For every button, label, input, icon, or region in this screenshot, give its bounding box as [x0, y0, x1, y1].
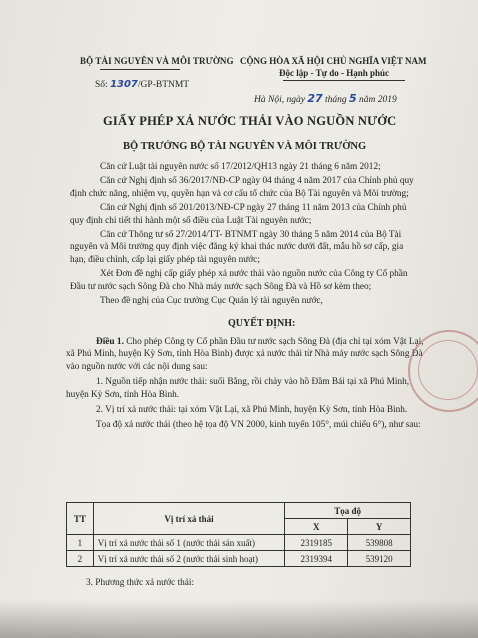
- header-tt: TT: [67, 503, 94, 535]
- item-3: 3. Phương thức xả nước thải:: [86, 578, 195, 588]
- header-location: Vị trí xả thải: [93, 503, 285, 535]
- number-suffix: /GP-BTNMT: [137, 80, 190, 90]
- preamble: [70, 161, 420, 307]
- coordinate-intro: Tọa độ xả nước thải (theo hệ tọa độ VN 2000, kinh tuyến 105°, múi chiếu 6°), như sau:: [96, 420, 421, 431]
- preamble-line: Xét Đơn đề nghị cấp giấy phép xả nước thải vào nguồn nước của Công ty Cổ phần Đầu tư nước sạch Sông Đà cho Nhà máy nước sạch Sông Đà và Hồ sơ kèm theo;: [70, 269, 408, 292]
- republic-name: CỘNG HÒA XÃ HỘI CHỦ NGHĨA VIỆT NAM: [240, 56, 427, 66]
- row-location: Vị trí xả nước thải số 2 (nước thải sinh hoạt): [93, 551, 285, 567]
- row-location: Vị trí xả nước thải số 1 (nước thải sản xuất): [93, 535, 285, 551]
- item-2: 2. Vị trí xả nước thải: tại xóm Vật Lại, xã Phú Minh, huyện Kỳ Sơn, tỉnh Hòa Bình.: [96, 405, 408, 416]
- motto-underline: [283, 80, 405, 81]
- date-year: năm 2019: [359, 95, 397, 105]
- coordinates-table: [66, 502, 411, 567]
- handwritten-day: 27: [307, 92, 323, 105]
- document-number: [95, 79, 189, 90]
- preamble-line: Theo đề nghị của Cục trưởng Cục Quản lý tài nguyên nước,: [100, 296, 323, 307]
- number-prefix: Số:: [95, 80, 108, 90]
- document-title: GIẤY PHÉP XẢ NƯỚC THẢI VÀO NGUỒN NƯỚC: [103, 114, 397, 128]
- issue-date: [254, 92, 397, 105]
- seal-inner-ring: [418, 340, 478, 400]
- preamble-line: Căn cứ Nghị định số 36/2017/NĐ-CP ngày 04 tháng 4 năm 2017 của Chính phủ quy định chức năng, nhiệm vụ, quyền hạn và cơ cấu tổ chức của Bộ Tài nguyên và Môi trường;: [70, 176, 414, 199]
- article-1: [66, 336, 426, 432]
- row-y: 539808: [348, 535, 411, 551]
- date-prefix: Hà Nội, ngày: [254, 95, 305, 105]
- row-x: 2319394: [285, 551, 348, 567]
- issuer-title: BỘ TRƯỞNG BỘ TÀI NGUYÊN VÀ MÔI TRƯỜNG: [123, 141, 367, 152]
- date-month-label: tháng: [325, 95, 347, 105]
- header-coordinates: Tọa độ: [285, 503, 411, 519]
- decision-heading: QUYẾT ĐỊNH:: [228, 318, 296, 329]
- row-x: 2319185: [285, 535, 348, 551]
- ministry-underline: [100, 69, 180, 70]
- preamble-line: Căn cứ Thông tư số 27/2014/TT- BTNMT ngày 30 tháng 5 năm 2014 của Bộ Tài nguyên và Môi trường quy định việc đăng ký khai thác nước dưới đất, mẫu hồ sơ cấp, gia hạn, điều chỉnh, cấp lại giấy phép tài nguyên nước;: [70, 230, 404, 265]
- article-1-label: Điều 1.: [96, 337, 124, 347]
- header-y: Y: [348, 519, 411, 535]
- row-tt: 2: [67, 551, 94, 567]
- ministry-name: BỘ TÀI NGUYÊN VÀ MÔI TRƯỜNG: [80, 56, 234, 66]
- handwritten-month: 5: [349, 92, 357, 105]
- table-row: [67, 535, 411, 551]
- preamble-line: Căn cứ Luật tài nguyên nước số 17/2012/QH13 ngày 21 tháng 6 năm 2012;: [100, 162, 381, 172]
- national-motto: Độc lập - Tự do - Hạnh phúc: [279, 68, 390, 78]
- header-x: X: [285, 519, 348, 535]
- photo-shadow: [0, 600, 478, 638]
- table-row: [67, 551, 411, 567]
- preamble-line: Căn cứ Nghị định số 201/2013/NĐ-CP ngày 27 tháng 11 năm 2013 của Chính phủ quy định chi tiết thi hành một số điều của Luật Tài nguyên nước;: [70, 203, 407, 226]
- item-1: 1. Nguồn tiếp nhận nước thải: suối Bằng, rồi chảy vào hồ Đầm Bái tại xã Phú Minh, huyện Kỳ Sơn, tỉnh Hòa Bình.: [66, 377, 410, 400]
- row-tt: 1: [67, 535, 94, 551]
- row-y: 539120: [348, 551, 411, 567]
- article-1-text: Cho phép Công ty Cổ phần Đầu tư nước sạch Sông Đà (địa chỉ tại xóm Vật Lại, xã Phú Minh, huyện Kỳ Sơn, tỉnh Hòa Bình) được xả nước thải từ Nhà máy nước sạch Sông Đà vào nguồn nước với các nội dung sau:: [66, 337, 424, 372]
- handwritten-number: 1307: [110, 79, 138, 90]
